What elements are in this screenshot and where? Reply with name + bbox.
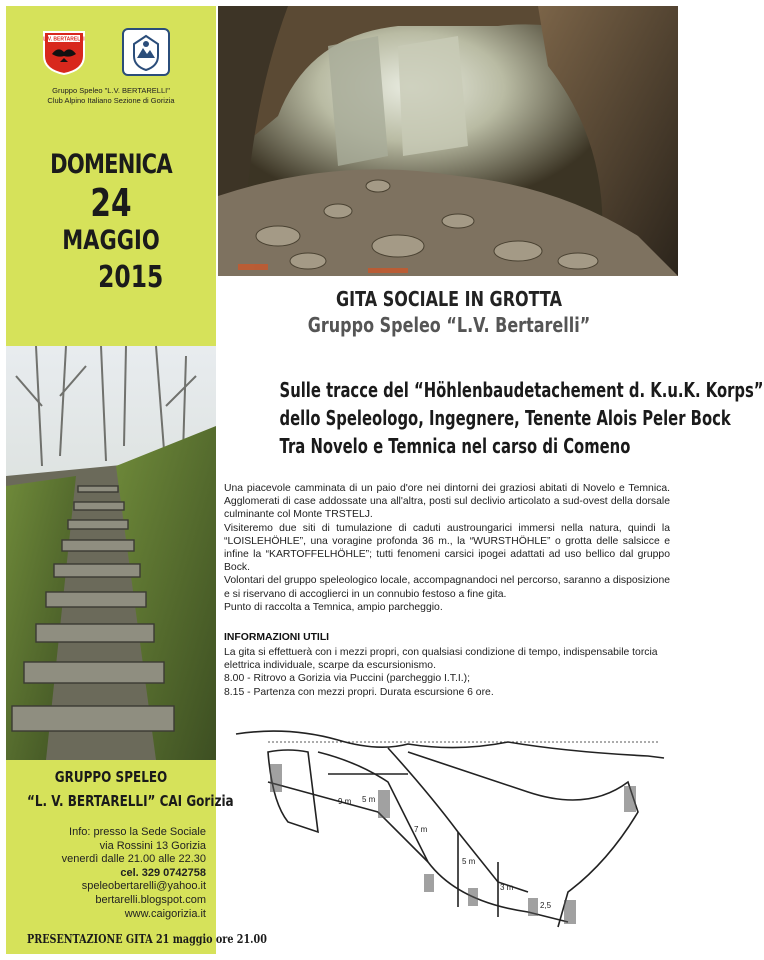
description-paragraph: Punto di raccolta a Temnica, ampio parcheggio. [224,601,443,613]
date-number: 24 [90,181,132,225]
contact-email-link[interactable]: speleobertarelli@yahoo.it [81,880,206,893]
org-caption-line2: Club Alpino Italiano Sezione di Gorizia [47,96,175,105]
diagram-label-5m: 5 m [362,795,376,804]
contact-blog-link[interactable]: bertarelli.blogspot.com [95,893,206,906]
diagram-label-7m: 7 m [414,825,428,834]
diagram-label-3m: 3 m [500,883,514,892]
contact-line-address: via Rossini 13 Gorizia [99,839,206,852]
info-body [224,646,670,699]
date-year: 2015 [98,260,164,295]
cai-logo [122,28,170,76]
subtitle-line3: Tra Novelo e Temnica nel carso di Comeno [279,434,631,458]
stairway-photo [6,346,216,760]
subtitle-line2: dello Speleologo, Ingegnere, Tenente Alois Peler Bock [279,406,731,430]
title-sub: Gruppo Speleo “L.V. Bertarelli” [307,313,591,337]
group-name-line2: “L. V. BERTARELLI” CAI Gorizia [27,792,234,810]
contact-line-info: Info: presso la Sede Sociale [69,826,206,838]
event-description [224,482,670,614]
date-day: DOMENICA [50,149,172,180]
logo-speleo-text: L.V. BERTARELLI [43,36,85,43]
date-month: MAGGIO [62,225,160,256]
event-subtitle [220,376,764,460]
description-paragraph: Visiteremo due siti di tumulazione di caduti austroungarici immersi nella natura, quindi la “LOISLEHÖHLE”, una voragine profonda 36 m., la “WURSTHÖHLE” o grotta delle salsicce e infine la “KARTOFFELHÖHLE”; tutti fenomeni carsici ipogei adattati ad uso bellico dal gruppo Bock. [224,522,670,574]
logos [36,28,176,88]
group-name-line1: GRUPPO SPELEO [54,768,168,786]
contact-line-phone: cel. 329 0742758 [120,866,206,879]
subtitle-line1: Sulle tracce del “Höhlenbaudetachement d. K.u.K. Korps” [279,378,764,402]
org-caption [16,86,206,106]
event-title [220,286,678,338]
description-paragraph: Una piacevole camminata di un paio d'ore nei dintorni dei graziosi abitati di Novelo e Temnica. Agglomerati di case addossate una all'altra, posti sul declivio articolato a sud-ovest della dorsale culminante col Monte TRSTELJ. [224,483,670,521]
contact-website-link[interactable]: www.caigorizia.it [124,907,206,920]
contact-line-hours: venerdì dalle 21.00 alle 22.30 [61,853,206,866]
sidebar-header-panel [6,6,216,346]
cave-section-diagram [228,712,676,948]
title-main: GITA SOCIALE IN GROTTA [336,287,562,311]
event-date [6,148,216,298]
info-heading: INFORMAZIONI UTILI [224,632,330,643]
diagram-label-5m-b: 5 m [462,857,476,866]
diagram-label-9m: 9 m [338,797,352,806]
info-line: La gita si effettuerà con i mezzi propri, con qualsiasi condizione di tempo, indispensabile torcia elettrica individuale, scarpe da escursionismo. [224,647,658,672]
info-line: 8.00 - Ritrovo a Gorizia via Puccini (parcheggio I.T.I.); [224,673,471,685]
org-caption-line1: Gruppo Speleo "L.V. BERTARELLI" [52,86,170,95]
description-paragraph: Volontari del gruppo speleologico locale, accompagnandoci nel percorso, saranno a disposizione e si riservano di accoglierci in un connubio festoso a fine gita. [224,575,670,600]
diagram-label-2-5: 2,5 [540,901,552,910]
speleo-group-logo [40,28,88,76]
info-line: 8.15 - Partenza con mezzi propri. Durata escursione 6 ore. [224,686,494,698]
contact-info [24,826,216,921]
cave-photo [218,6,678,276]
presentation-date: PRESENTAZIONE GITA 21 maggio ore 21.00 [27,932,267,946]
